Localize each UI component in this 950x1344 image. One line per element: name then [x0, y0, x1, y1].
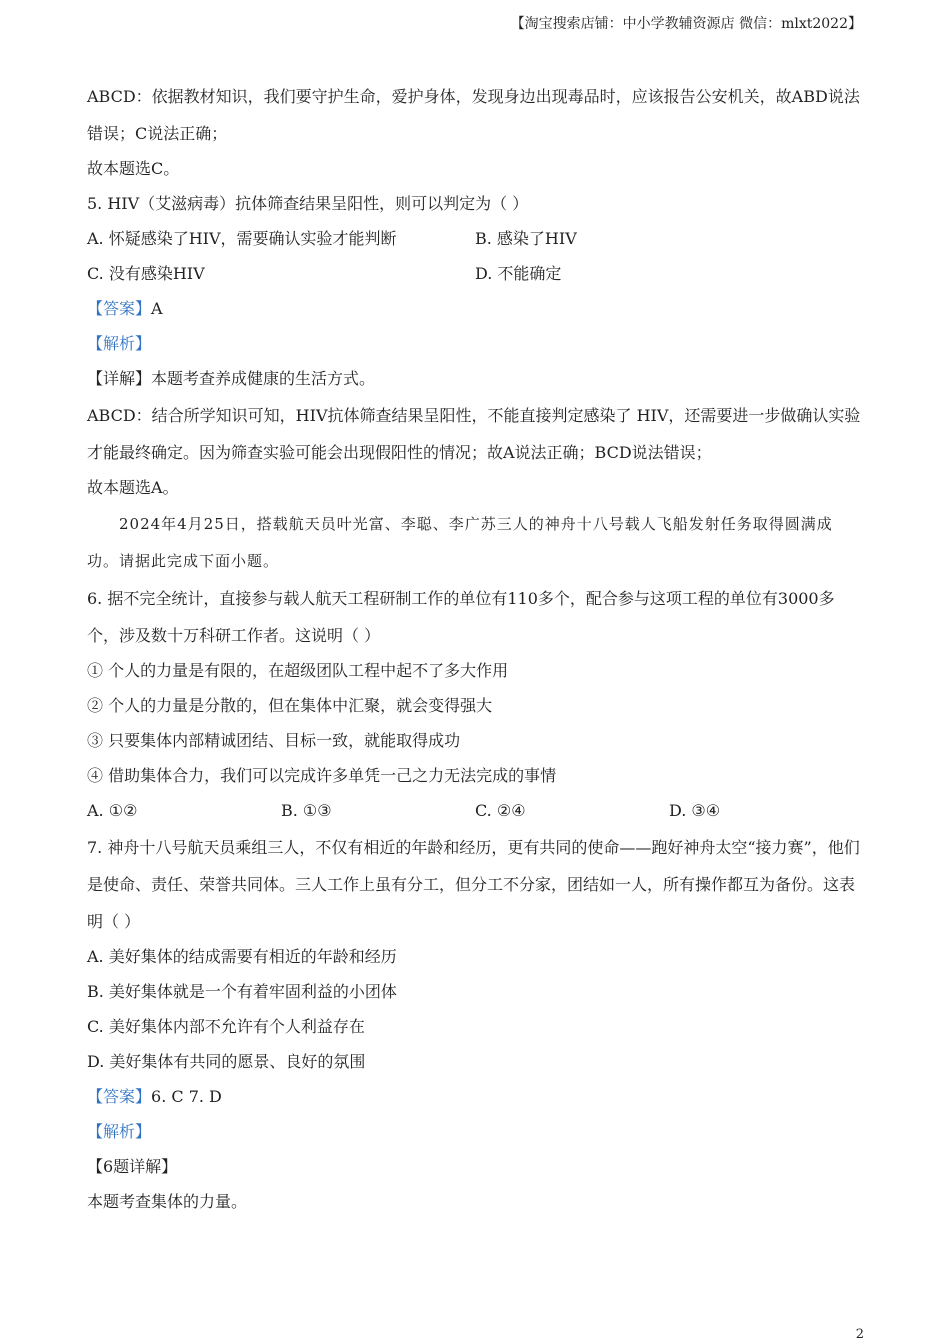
page-header: 【淘宝搜索店铺：中小学教辅资源店 微信：mlxt2022】 [510, 16, 862, 32]
answer-label: 【答案】 [87, 299, 152, 318]
document-body [87, 78, 863, 1220]
q7-option-c: C. 美好集体内部不允许有个人利益存在 [87, 1017, 365, 1036]
q6-option-b: B. ①③ [281, 801, 332, 820]
answer-value: A [151, 299, 163, 318]
q5-options-row-1 [87, 222, 863, 257]
q5-analysis-label: 【解析】 [87, 334, 152, 353]
q6-option-d: D. ③④ [669, 801, 721, 820]
q6-item-1: ① 个人的力量是有限的，在超级团队工程中起不了多大作用 [87, 661, 509, 680]
q6-item-2: ② 个人的力量是分散的，但在集体中汇聚，就会变得强大 [87, 696, 493, 715]
material-passage: 2024年4月25日，搭载航天员叶光富、李聪、李广苏三人的神舟十八号载人飞船发射任务取得圆满成功。请据此完成下面小题。 [87, 515, 833, 570]
q7-option-a: A. 美好集体的结成需要有相近的年龄和经历 [87, 947, 397, 966]
q5-explain: ABCD：结合所学知识可知，HIV抗体筛查结果呈阳性，不能直接判定感染了 HIV，还需要进一步做确认实验才能最终确定。因为筛查实验可能会出现假阳性的情况；故A说法正确；BCD说法错误； [87, 406, 861, 462]
q6-options [87, 794, 863, 829]
q5-conclusion: 故本题选A。 [87, 478, 179, 497]
answers-label: 【答案】 [87, 1087, 152, 1106]
q5-option-a: A. 怀疑感染了HIV，需要确认实验才能判断 [87, 229, 397, 248]
q5-answer [87, 292, 863, 327]
q5-option-d: D. 不能确定 [475, 264, 562, 283]
q5-detail: 【详解】本题考查养成健康的生活方式。 [87, 369, 376, 388]
q6-detail-label: 【6题详解】 [87, 1157, 178, 1176]
q6-item-4: ④ 借助集体合力，我们可以完成许多单凭一己之力无法完成的事情 [87, 766, 557, 785]
q6-item-3: ③ 只要集体内部精诚团结、目标一致，就能取得成功 [87, 731, 461, 750]
q6-stem: 6. 据不完全统计，直接参与载人航天工程研制工作的单位有110多个，配合参与这项工程的单位有3000多个，涉及数十万科研工作者。这说明（ ） [87, 589, 835, 645]
q5-options-row-2 [87, 257, 863, 292]
q5-option-b: B. 感染了HIV [475, 229, 577, 248]
q7-option-d: D. 美好集体有共同的愿景、良好的氛围 [87, 1052, 366, 1071]
q5-option-c: C. 没有感染HIV [87, 264, 205, 283]
q6-detail-text: 本题考查集体的力量。 [87, 1192, 248, 1211]
q6-option-a: A. ①② [87, 801, 138, 820]
q5-stem: 5. HIV（艾滋病毒）抗体筛查结果呈阳性，则可以判定为（ ） [87, 194, 529, 213]
prev-analysis-text: ABCD：依据教材知识，我们要守护生命，爱护身体，发现身边出现毒品时，应该报告公安机关，故ABD说法错误；C说法正确； [87, 87, 860, 143]
answers-value: 6. C 7. D [151, 1087, 222, 1106]
page-number: 2 [855, 1327, 864, 1342]
q7-stem: 7. 神舟十八号航天员乘组三人，不仅有相近的年龄和经历，更有共同的使命——跑好神舟太空“接力赛”，他们是使命、责任、荣誉共同体。三人工作上虽有分工，但分工不分家，团结如一人，所有操作都互为备份。这表明（ ） [87, 838, 860, 931]
prev-conclusion: 故本题选C。 [87, 159, 180, 178]
q6-option-c: C. ②④ [475, 801, 526, 820]
analysis-label: 【解析】 [87, 1122, 152, 1141]
answers-line [87, 1080, 863, 1115]
q7-option-b: B. 美好集体就是一个有着牢固利益的小团体 [87, 982, 397, 1001]
